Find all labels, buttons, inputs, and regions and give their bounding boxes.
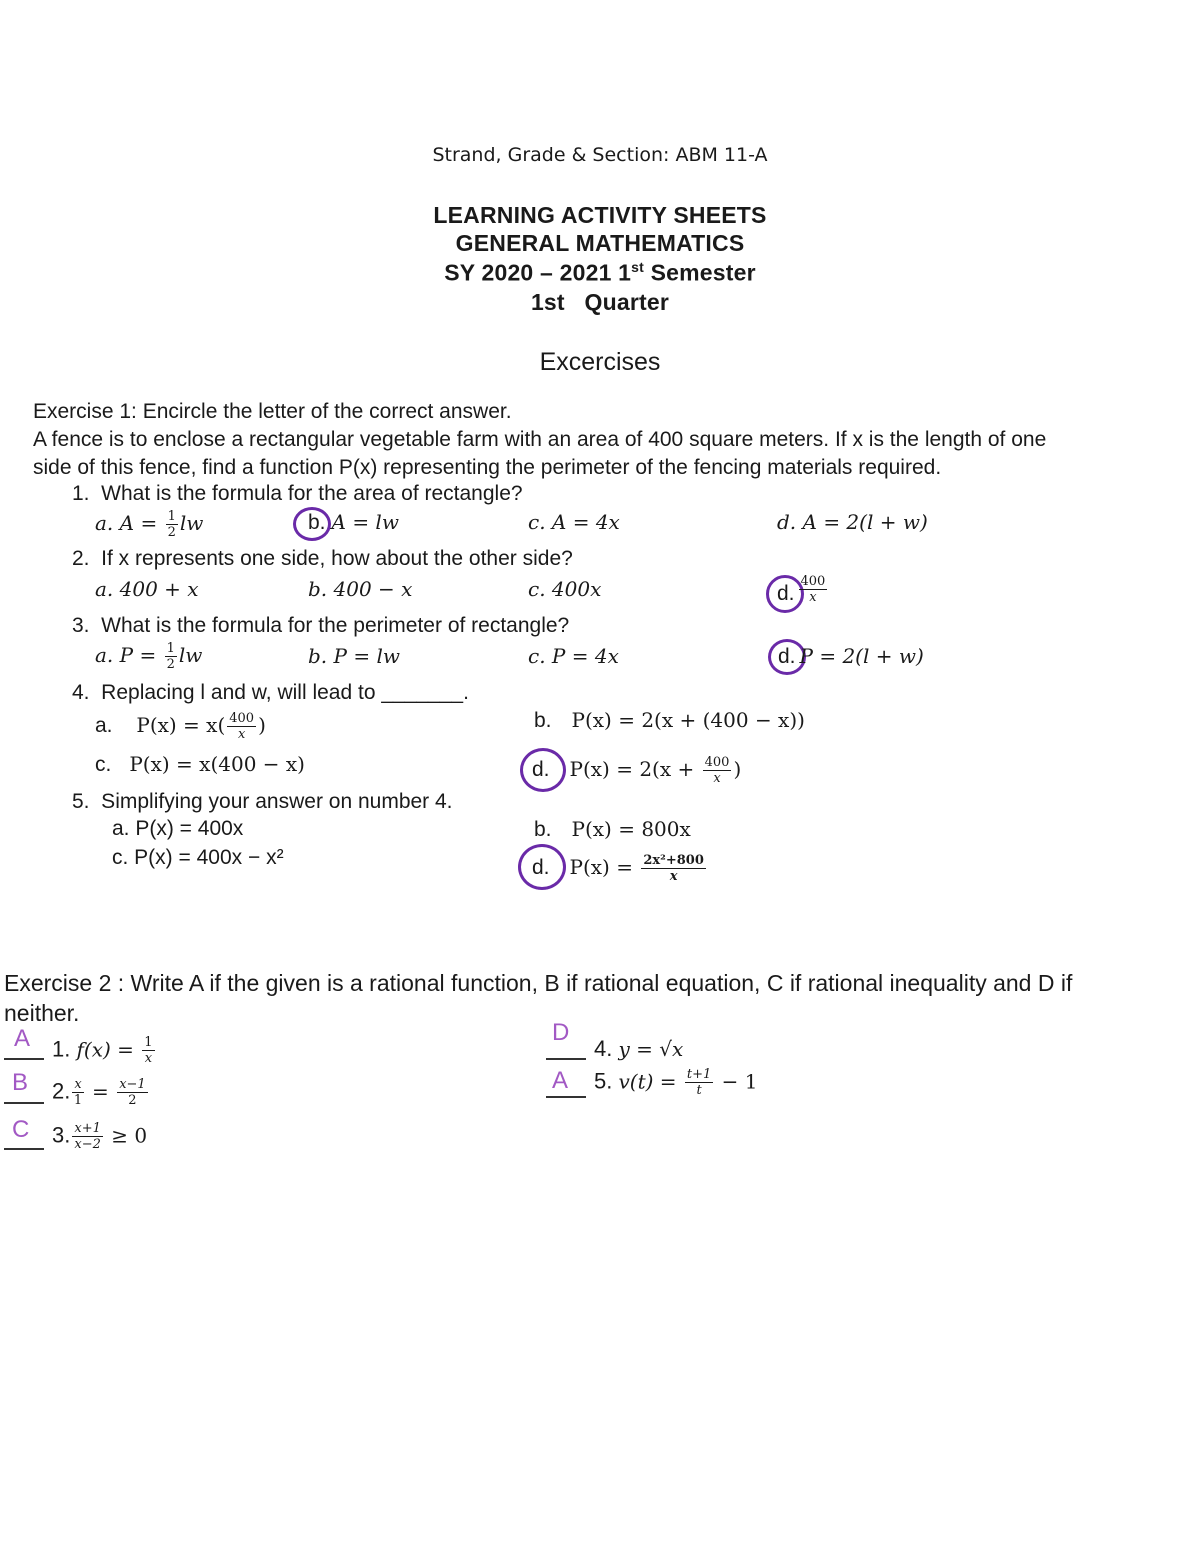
- q3-option-b: b. P = lw: [308, 644, 400, 668]
- q4-d-fraction: $\frac{400}{x}$: [704, 755, 730, 786]
- q1-option-a: a. A = $\frac{1}{2}$ lw: [95, 509, 204, 540]
- q2-option-b: b. 400 − x: [308, 577, 413, 601]
- q1-option-d: d. A = 2(l + w): [777, 510, 928, 534]
- section-title: Excercises: [539, 348, 661, 376]
- ex2-answer-3: C: [12, 1116, 30, 1143]
- title-general-mathematics: GENERAL MATHEMATICS: [455, 230, 745, 256]
- q2-option-a: a. 400 + x: [95, 577, 199, 601]
- q3-option-d: d. P = 2(l + w): [778, 644, 924, 668]
- q4-option-d: d. P(x) = 2(x + $\frac{400}{x}$ ): [532, 755, 742, 786]
- ex2-answer-line-1: [4, 1058, 44, 1060]
- ex2-item-2: 2. $\frac{x}{1}$ = $\frac{x-1}{2}$: [52, 1077, 146, 1108]
- q4-option-a: a. P(x) = x( $\frac{400}{x}$ ): [95, 711, 266, 742]
- ex2-answer-2: B: [12, 1069, 29, 1096]
- question-3: 3. What is the formula for the perimeter of rectangle?: [72, 614, 570, 637]
- ex2-item-2-fraction-left: $\frac{x}{1}$: [73, 1077, 83, 1108]
- ex2-item-3-fraction: $\frac{x+1}{x-2}$: [74, 1121, 101, 1152]
- q4-option-b: b. P(x) = 2(x + (400 − x)): [534, 708, 805, 732]
- strand-grade-section: Strand, Grade & Section: ABM 11-A: [432, 144, 768, 166]
- sy-text: SY 2020 – 2021 1: [444, 259, 632, 286]
- ex2-answer-5: A: [552, 1067, 569, 1094]
- sy-semester: Semester: [644, 259, 756, 286]
- ex2-item-1-fraction: $\frac{1}{x}$: [144, 1035, 153, 1066]
- q5-option-d: d. P(x) = $\frac{\text{2x²+800}}{x}$: [532, 853, 704, 884]
- ex2-answer-line-2: [4, 1102, 44, 1104]
- question-1: 1. What is the formula for the area of rectangle?: [72, 482, 523, 505]
- title-quarter: 1st Quarter: [530, 289, 670, 315]
- q1-a-fraction: $\frac{1}{2}$: [167, 509, 176, 540]
- q2-option-c: c. 400x: [528, 577, 602, 601]
- q5-option-a: a. P(x) = 400x: [112, 817, 244, 840]
- ex2-item-5-fraction: $\frac{t+1}{t}$: [686, 1067, 712, 1098]
- q1-option-b: b. A = lw: [308, 510, 399, 534]
- ex2-item-4: 4. y = √x: [594, 1036, 684, 1061]
- q1-a-text: a. A =: [95, 511, 164, 536]
- q5-d-fraction: $\frac{\text{2x²+800}}{x}$: [643, 853, 704, 884]
- exercise1-intro-line2: side of this fence, find a function P(x) representing the perimeter of the fencing materials required.: [33, 456, 942, 479]
- ex2-answer-1: A: [14, 1025, 31, 1052]
- sy-superscript: st: [631, 259, 645, 275]
- exercise2-heading-line1: Exercise 2 : Write A if the given is a rational function, B if rational equation, C if rational inequality and D if: [4, 970, 1073, 996]
- q2-d-fraction: $\frac{400}{x}$: [800, 573, 826, 605]
- ex2-answer-4: D: [552, 1019, 570, 1046]
- q4-a-fraction: $\frac{400}{x}$: [229, 711, 255, 742]
- ex2-item-5: 5. v(t) = $\frac{t+1}{t}$ − 1: [594, 1067, 758, 1098]
- q1-option-c: c. A = 4x: [528, 510, 620, 534]
- ex2-item-3: 3. $\frac{x+1}{x-2}$ ≥ 0: [52, 1121, 148, 1152]
- q3-option-c: c. P = 4x: [528, 644, 619, 668]
- q2-option-d: d. $\frac{400}{x}$: [777, 573, 826, 605]
- question-5: 5. Simplifying your answer on number 4.: [72, 790, 453, 813]
- title-school-year: [0, 259, 1200, 287]
- exercise1-heading: Exercise 1: Encircle the letter of the correct answer.: [33, 400, 512, 423]
- q5-option-b: b. P(x) = 800x: [534, 817, 691, 841]
- ex2-item-1: 1. f(x) = $\frac{1}{x}$: [52, 1035, 153, 1066]
- exercise2-heading-line2: neither.: [4, 1000, 80, 1026]
- exercise1-intro-line1: A fence is to enclose a rectangular vegetable farm with an area of 400 square meters. If x is the length of one: [33, 428, 1047, 451]
- title-learning-activity-sheets: LEARNING ACTIVITY SHEETS: [433, 202, 767, 228]
- q3-option-a: a. P = $\frac{1}{2}$ lw: [95, 641, 203, 672]
- ex2-item-2-fraction-right: $\frac{x-1}{2}$: [119, 1077, 146, 1108]
- question-4: 4. Replacing l and w, will lead to _______.: [72, 681, 469, 704]
- ex2-answer-line-4: [546, 1058, 586, 1060]
- q3-a-fraction: $\frac{1}{2}$: [166, 641, 175, 672]
- question-2: 2. If x represents one side, how about the other side?: [72, 547, 573, 570]
- q4-option-c: c. P(x) = x(400 − x): [95, 752, 305, 776]
- q5-option-c: c. P(x) = 400x − x²: [112, 846, 284, 869]
- ex2-answer-line-5: [546, 1096, 586, 1098]
- ex2-answer-line-3: [4, 1148, 44, 1150]
